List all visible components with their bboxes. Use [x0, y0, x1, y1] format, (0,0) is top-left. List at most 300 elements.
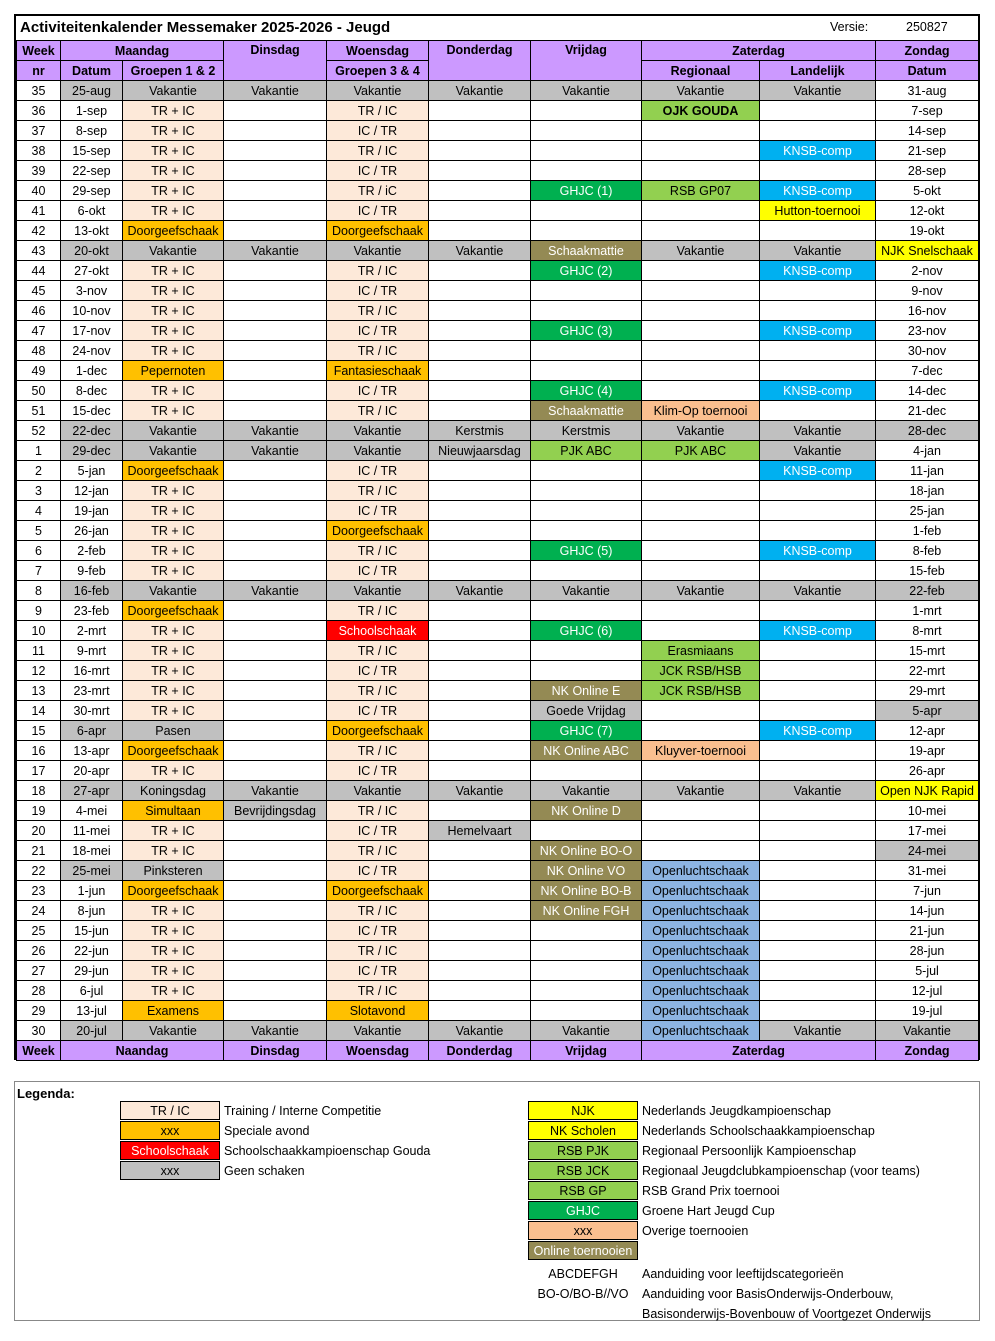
- cell-c6: NK Online E: [531, 681, 642, 701]
- table-row: [17, 761, 979, 781]
- cell-c7: Klim-Op toernooi: [642, 401, 760, 421]
- cell-c1: 25-aug: [61, 81, 123, 101]
- cell-c0: 50: [17, 381, 61, 401]
- cell-c5: [429, 281, 531, 301]
- cell-c1: 1-jun: [61, 881, 123, 901]
- header-zondag: Zondag: [876, 41, 979, 61]
- cell-c9: 15-feb: [876, 561, 979, 581]
- subheader-groepen-3-4: Groepen 3 & 4: [327, 61, 429, 81]
- cell-c1: 15-jun: [61, 921, 123, 941]
- cell-c4: IC / TR: [327, 961, 429, 981]
- cell-c1: 13-okt: [61, 221, 123, 241]
- header-zaterdag: Zaterdag: [642, 41, 876, 61]
- cell-c3: [224, 521, 327, 541]
- header-donderdag: Donderdag: [429, 41, 531, 81]
- cell-c9: 31-aug: [876, 81, 979, 101]
- footer-cell: Woensdag: [327, 1041, 429, 1061]
- cell-c0: 27: [17, 961, 61, 981]
- cell-c2: TR + IC: [123, 921, 224, 941]
- cell-c5: [429, 541, 531, 561]
- cell-c8: [760, 161, 876, 181]
- cell-c3: [224, 761, 327, 781]
- table-row: [17, 81, 979, 101]
- cell-c3: [224, 281, 327, 301]
- table-row: [17, 861, 979, 881]
- version-label: Versie:: [830, 20, 869, 34]
- cell-c3: [224, 401, 327, 421]
- cell-c4: Doorgeefschaak: [327, 881, 429, 901]
- cell-c6: [531, 101, 642, 121]
- table-row: [17, 461, 979, 481]
- cell-c8: [760, 481, 876, 501]
- cell-c3: [224, 821, 327, 841]
- cell-c2: Doorgeefschaak: [123, 741, 224, 761]
- cell-c1: 5-jan: [61, 461, 123, 481]
- cell-c4: IC / TR: [327, 201, 429, 221]
- cell-c9: 25-jan: [876, 501, 979, 521]
- cell-c0: 38: [17, 141, 61, 161]
- cell-c0: 46: [17, 301, 61, 321]
- legend-swatch: RSB PJK: [528, 1141, 638, 1160]
- cell-c7: Openluchtschaak: [642, 881, 760, 901]
- cell-c6: GHJC (6): [531, 621, 642, 641]
- cell-c2: Pinksteren: [123, 861, 224, 881]
- cell-c8: KNSB-comp: [760, 721, 876, 741]
- cell-c7: [642, 501, 760, 521]
- cell-c5: Vakantie: [429, 241, 531, 261]
- cell-c3: [224, 601, 327, 621]
- cell-c1: 27-apr: [61, 781, 123, 801]
- cell-c3: [224, 101, 327, 121]
- cell-c2: TR + IC: [123, 141, 224, 161]
- cell-c8: [760, 561, 876, 581]
- cell-c2: TR + IC: [123, 901, 224, 921]
- table-row: [17, 401, 979, 421]
- cell-c0: 13: [17, 681, 61, 701]
- cell-c0: 9: [17, 601, 61, 621]
- cell-c6: [531, 281, 642, 301]
- cell-c5: [429, 201, 531, 221]
- cell-c3: Vakantie: [224, 1021, 327, 1041]
- cell-c7: [642, 841, 760, 861]
- cell-c5: [429, 661, 531, 681]
- cell-c8: Vakantie: [760, 581, 876, 601]
- cell-c3: [224, 921, 327, 941]
- cell-c0: 6: [17, 541, 61, 561]
- cell-c7: [642, 541, 760, 561]
- cell-c7: Vakantie: [642, 81, 760, 101]
- table-row: [17, 241, 979, 261]
- legend-swatch: TR / IC: [120, 1101, 220, 1120]
- cell-c4: TR / IC: [327, 941, 429, 961]
- footer-cell: Zondag: [876, 1041, 979, 1061]
- cell-c2: TR + IC: [123, 181, 224, 201]
- cell-c3: [224, 681, 327, 701]
- cell-c9: 29-mrt: [876, 681, 979, 701]
- legend-desc: Speciale avond: [224, 1124, 310, 1138]
- cell-c9: 21-sep: [876, 141, 979, 161]
- cell-c7: OJK GOUDA: [642, 101, 760, 121]
- header-row-1: [17, 41, 979, 61]
- cell-c9: 19-okt: [876, 221, 979, 241]
- cell-c0: 15: [17, 721, 61, 741]
- cell-c0: 39: [17, 161, 61, 181]
- subheader-groepen-1-2: Groepen 1 & 2: [123, 61, 224, 81]
- cell-c9: 31-mei: [876, 861, 979, 881]
- cell-c6: Goede Vrijdag: [531, 701, 642, 721]
- cell-c3: Vakantie: [224, 781, 327, 801]
- cell-c8: [760, 841, 876, 861]
- legend-swatch: RSB JCK: [528, 1161, 638, 1180]
- table-row: [17, 641, 979, 661]
- cell-c0: 23: [17, 881, 61, 901]
- cell-c5: Vakantie: [429, 81, 531, 101]
- cell-c4: TR / IC: [327, 481, 429, 501]
- cell-c8: [760, 121, 876, 141]
- cell-c3: [224, 361, 327, 381]
- cell-c8: [760, 281, 876, 301]
- cell-c3: [224, 741, 327, 761]
- subheader-landelijk: Landelijk: [760, 61, 876, 81]
- cell-c5: [429, 221, 531, 241]
- cell-c8: [760, 681, 876, 701]
- cell-c7: [642, 361, 760, 381]
- cell-c0: 48: [17, 341, 61, 361]
- header-maandag: Maandag: [61, 41, 224, 61]
- cell-c3: [224, 321, 327, 341]
- cell-c2: TR + IC: [123, 281, 224, 301]
- cell-c4: IC / TR: [327, 501, 429, 521]
- cell-c4: Vakantie: [327, 241, 429, 261]
- cell-c4: TR / iC: [327, 181, 429, 201]
- cell-c0: 22: [17, 861, 61, 881]
- cell-c1: 15-dec: [61, 401, 123, 421]
- cell-c9: 21-jun: [876, 921, 979, 941]
- cell-c5: [429, 621, 531, 641]
- cell-c9: Open NJK Rapid: [876, 781, 979, 801]
- cell-c8: Vakantie: [760, 781, 876, 801]
- legend-desc: Schoolschaakkampioenschap Gouda: [224, 1144, 431, 1158]
- cell-c9: 14-sep: [876, 121, 979, 141]
- subheader-nr: nr: [17, 61, 61, 81]
- cell-c6: Vakantie: [531, 81, 642, 101]
- table-row: [17, 981, 979, 1001]
- cell-c9: 14-dec: [876, 381, 979, 401]
- cell-c9: NJK Snelschaak: [876, 241, 979, 261]
- cell-c0: 1: [17, 441, 61, 461]
- cell-c5: [429, 761, 531, 781]
- cell-c6: Vakantie: [531, 781, 642, 801]
- cell-c8: [760, 761, 876, 781]
- cell-c7: Openluchtschaak: [642, 1021, 760, 1041]
- table-row: [17, 941, 979, 961]
- cell-c9: 5-jul: [876, 961, 979, 981]
- legend-desc: Groene Hart Jeugd Cup: [642, 1204, 775, 1218]
- cell-c3: [224, 861, 327, 881]
- cell-c5: [429, 461, 531, 481]
- cell-c2: TR + IC: [123, 621, 224, 641]
- table-row: [17, 321, 979, 341]
- cell-c6: [531, 661, 642, 681]
- cell-c9: 19-jul: [876, 1001, 979, 1021]
- cell-c4: TR / IC: [327, 901, 429, 921]
- footer-cell: Zaterdag: [642, 1041, 876, 1061]
- header-dinsdag: Dinsdag: [224, 41, 327, 81]
- cell-c5: [429, 141, 531, 161]
- table-row: [17, 901, 979, 921]
- cell-c4: TR / IC: [327, 741, 429, 761]
- cell-c6: NK Online ABC: [531, 741, 642, 761]
- cell-c6: GHJC (2): [531, 261, 642, 281]
- cell-c6: [531, 201, 642, 221]
- cell-c8: KNSB-comp: [760, 461, 876, 481]
- cell-c7: Openluchtschaak: [642, 941, 760, 961]
- cell-c5: [429, 701, 531, 721]
- cell-c9: 1-feb: [876, 521, 979, 541]
- cell-c1: 2-feb: [61, 541, 123, 561]
- table-row: [17, 261, 979, 281]
- cell-c4: TR / IC: [327, 301, 429, 321]
- legend-swatch: RSB GP: [528, 1181, 638, 1200]
- table-row: [17, 481, 979, 501]
- cell-c9: 28-dec: [876, 421, 979, 441]
- legend-desc: Overige toernooien: [642, 1224, 749, 1238]
- cell-c1: 16-mrt: [61, 661, 123, 681]
- cell-c7: [642, 481, 760, 501]
- cell-c9: 9-nov: [876, 281, 979, 301]
- table-row: [17, 161, 979, 181]
- cell-c4: TR / IC: [327, 641, 429, 661]
- header-vrijdag: Vrijdag: [531, 41, 642, 81]
- cell-c0: 3: [17, 481, 61, 501]
- version-value: 250827: [906, 20, 948, 34]
- cell-c1: 22-jun: [61, 941, 123, 961]
- cell-c4: Fantasieschaak: [327, 361, 429, 381]
- cell-c6: [531, 921, 642, 941]
- cell-c8: [760, 901, 876, 921]
- cell-c1: 1-sep: [61, 101, 123, 121]
- cell-c9: 16-nov: [876, 301, 979, 321]
- cell-c9: 14-jun: [876, 901, 979, 921]
- footer-cell: Donderdag: [429, 1041, 531, 1061]
- cell-c8: [760, 401, 876, 421]
- cell-c6: GHJC (3): [531, 321, 642, 341]
- cell-c5: [429, 941, 531, 961]
- cell-c4: TR / IC: [327, 401, 429, 421]
- cell-c1: 8-sep: [61, 121, 123, 141]
- cell-c4: Vakantie: [327, 581, 429, 601]
- cell-c5: [429, 481, 531, 501]
- cell-c2: Vakantie: [123, 81, 224, 101]
- cell-c0: 4: [17, 501, 61, 521]
- cell-c6: [531, 501, 642, 521]
- cell-c4: Slotavond: [327, 1001, 429, 1021]
- cell-c5: [429, 301, 531, 321]
- legend-swatch: xxx: [120, 1121, 220, 1140]
- legend-note-desc: Aanduiding voor BasisOnderwijs-Onderbouw,: [642, 1287, 894, 1301]
- cell-c4: IC / TR: [327, 701, 429, 721]
- cell-c3: Vakantie: [224, 81, 327, 101]
- cell-c9: 5-apr: [876, 701, 979, 721]
- cell-c1: 1-dec: [61, 361, 123, 381]
- cell-c2: Pasen: [123, 721, 224, 741]
- table-row: [17, 421, 979, 441]
- cell-c1: 29-jun: [61, 961, 123, 981]
- cell-c6: [531, 821, 642, 841]
- cell-c7: [642, 461, 760, 481]
- cell-c8: [760, 881, 876, 901]
- cell-c9: 12-okt: [876, 201, 979, 221]
- table-row: [17, 781, 979, 801]
- cell-c2: Vakantie: [123, 421, 224, 441]
- footer-cell: Naandag: [61, 1041, 224, 1061]
- cell-c0: 14: [17, 701, 61, 721]
- cell-c1: 29-dec: [61, 441, 123, 461]
- cell-c2: TR + IC: [123, 341, 224, 361]
- table-row: [17, 701, 979, 721]
- cell-c3: [224, 221, 327, 241]
- header-week: Week: [17, 41, 61, 61]
- cell-c3: [224, 261, 327, 281]
- cell-c7: Vakantie: [642, 421, 760, 441]
- cell-c4: IC / TR: [327, 381, 429, 401]
- legend-swatch: NK Scholen: [528, 1121, 638, 1140]
- cell-c4: IC / TR: [327, 821, 429, 841]
- table-row: [17, 121, 979, 141]
- legend-note-code: BO-O/BO-B//VO: [537, 1287, 629, 1301]
- cell-c1: 6-jul: [61, 981, 123, 1001]
- cell-c2: TR + IC: [123, 501, 224, 521]
- cell-c8: Vakantie: [760, 441, 876, 461]
- cell-c0: 47: [17, 321, 61, 341]
- table-row: [17, 101, 979, 121]
- cell-c0: 37: [17, 121, 61, 141]
- cell-c8: KNSB-comp: [760, 541, 876, 561]
- cell-c4: TR / IC: [327, 541, 429, 561]
- cell-c6: [531, 221, 642, 241]
- table-row: [17, 621, 979, 641]
- legend-desc: Nederlands Jeugdkampioenschap: [642, 1104, 832, 1118]
- cell-c3: Vakantie: [224, 441, 327, 461]
- cell-c0: 52: [17, 421, 61, 441]
- cell-c3: [224, 561, 327, 581]
- cell-c9: 28-jun: [876, 941, 979, 961]
- cell-c3: [224, 841, 327, 861]
- cell-c1: 10-nov: [61, 301, 123, 321]
- cell-c2: TR + IC: [123, 321, 224, 341]
- cell-c2: TR + IC: [123, 821, 224, 841]
- cell-c7: Vakantie: [642, 781, 760, 801]
- cell-c4: TR / IC: [327, 261, 429, 281]
- cell-c0: 29: [17, 1001, 61, 1021]
- legend-desc: Nederlands Schoolschaakkampioenschap: [642, 1124, 875, 1138]
- cell-c4: Schoolschaak: [327, 621, 429, 641]
- cell-c0: 44: [17, 261, 61, 281]
- cell-c2: TR + IC: [123, 101, 224, 121]
- cell-c2: TR + IC: [123, 541, 224, 561]
- cell-c7: [642, 621, 760, 641]
- table-row: [17, 921, 979, 941]
- cell-c0: 24: [17, 901, 61, 921]
- cell-c4: IC / TR: [327, 561, 429, 581]
- cell-c2: Koningsdag: [123, 781, 224, 801]
- cell-c9: 4-jan: [876, 441, 979, 461]
- cell-c3: [224, 701, 327, 721]
- cell-c6: [531, 301, 642, 321]
- cell-c0: 7: [17, 561, 61, 581]
- cell-c7: [642, 261, 760, 281]
- cell-c1: 8-jun: [61, 901, 123, 921]
- cell-c8: [760, 861, 876, 881]
- cell-c3: [224, 301, 327, 321]
- cell-c2: TR + IC: [123, 301, 224, 321]
- cell-c5: Hemelvaart: [429, 821, 531, 841]
- cell-c5: [429, 261, 531, 281]
- cell-c2: Vakantie: [123, 581, 224, 601]
- cell-c5: [429, 721, 531, 741]
- cell-c1: 12-jan: [61, 481, 123, 501]
- cell-c2: Simultaan: [123, 801, 224, 821]
- table-row: [17, 221, 979, 241]
- cell-c4: IC / TR: [327, 861, 429, 881]
- cell-c5: [429, 181, 531, 201]
- footer-cell: Vrijdag: [531, 1041, 642, 1061]
- cell-c6: [531, 141, 642, 161]
- cell-c5: [429, 321, 531, 341]
- cell-c4: IC / TR: [327, 321, 429, 341]
- cell-c2: Vakantie: [123, 1021, 224, 1041]
- cell-c1: 13-jul: [61, 1001, 123, 1021]
- cell-c0: 16: [17, 741, 61, 761]
- cell-c3: [224, 141, 327, 161]
- cell-c8: [760, 101, 876, 121]
- cell-c3: Bevrijdingsdag: [224, 801, 327, 821]
- subheader-datum: Datum: [61, 61, 123, 81]
- cell-c5: [429, 521, 531, 541]
- cell-c0: 26: [17, 941, 61, 961]
- cell-c1: 19-jan: [61, 501, 123, 521]
- cell-c3: [224, 641, 327, 661]
- cell-c6: [531, 341, 642, 361]
- cell-c5: Vakantie: [429, 1021, 531, 1041]
- cell-c0: 5: [17, 521, 61, 541]
- cell-c5: [429, 361, 531, 381]
- cell-c0: 36: [17, 101, 61, 121]
- legend-note-code: ABCDEFGH: [548, 1267, 618, 1281]
- cell-c1: 8-dec: [61, 381, 123, 401]
- cell-c7: [642, 301, 760, 321]
- legend-note-desc: Aanduiding voor leeftijdscategorieën: [642, 1267, 844, 1281]
- cell-c6: GHJC (4): [531, 381, 642, 401]
- cell-c2: TR + IC: [123, 161, 224, 181]
- cell-c4: Vakantie: [327, 781, 429, 801]
- cell-c9: 28-sep: [876, 161, 979, 181]
- cell-c5: [429, 121, 531, 141]
- cell-c2: TR + IC: [123, 681, 224, 701]
- cell-c8: [760, 341, 876, 361]
- cell-c3: [224, 881, 327, 901]
- cell-c4: TR / IC: [327, 841, 429, 861]
- cell-c2: TR + IC: [123, 121, 224, 141]
- cell-c8: KNSB-comp: [760, 261, 876, 281]
- cell-c3: [224, 161, 327, 181]
- cell-c5: [429, 841, 531, 861]
- table-row: [17, 681, 979, 701]
- cell-c5: Vakantie: [429, 581, 531, 601]
- cell-c0: 19: [17, 801, 61, 821]
- cell-c7: [642, 221, 760, 241]
- cell-c2: Doorgeefschaak: [123, 221, 224, 241]
